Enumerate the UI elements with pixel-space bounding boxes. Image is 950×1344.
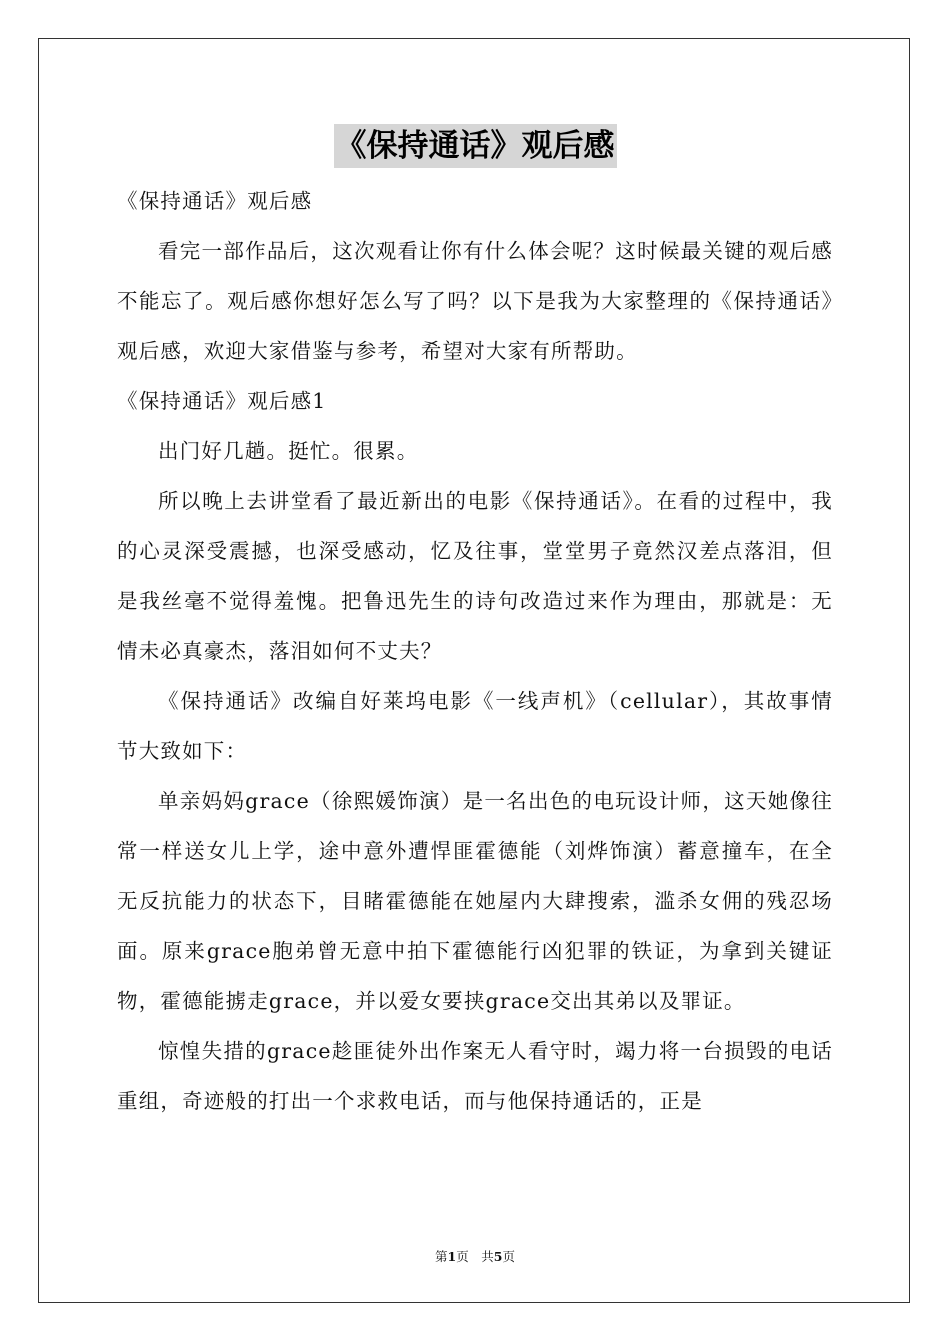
title-wrap (0, 124, 950, 168)
paragraph: 惊惶失措的grace趁匪徒外出作案无人看守时，竭力将一台损毁的电话重组，奇迹般的打出一个求救电话，而与他保持通话的，正是 (117, 1039, 833, 1113)
document-title: 《保持通话》观后感 (334, 124, 617, 168)
page-prefix: 第 (435, 1249, 448, 1264)
document-body (117, 176, 833, 1126)
page-total: 5 (493, 1249, 503, 1264)
paragraph: 所以晚上去讲堂看了最近新出的电影《保持通话》。在看的过程中，我的心灵深受震撼，也深受感动，忆及往事，堂堂男子竟然汉差点落泪，但是我丝毫不觉得羞愧。把鲁迅先生的诗句改造过来作为理由，那就是：无情未必真豪杰，落泪如何不丈夫？ (117, 489, 833, 663)
paragraph: 看完一部作品后，这次观看让你有什么体会呢？这时候最关键的观后感不能忘了。观后感你想好怎么写了吗？以下是我为大家整理的《保持通话》观后感，欢迎大家借鉴与参考，希望对大家有所帮助。 (117, 239, 833, 363)
page-suffix: 页 (502, 1249, 515, 1264)
page-footer (0, 1247, 950, 1265)
paragraph: 出门好几趟。挺忙。很累。 (158, 439, 419, 463)
page-mid: 页 共 (456, 1249, 494, 1264)
paragraph: 单亲妈妈grace（徐熙媛饰演）是一名出色的电玩设计师，这天她像往常一样送女儿上学，途中意外遭悍匪霍德能（刘烨饰演）蓄意撞车，在全无反抗能力的状态下，目睹霍德能在她屋内大肆搜索，滥杀女佣的残忍场面。原来grace胞弟曾无意中拍下霍德能行凶犯罪的铁证，为拿到关键证物，霍德能掳走grace，并以爱女要挟grace交出其弟以及罪证。 (117, 789, 833, 1013)
paragraph: 《保持通话》改编自好莱坞电影《一线声机》（cellular），其故事情节大致如下： (117, 689, 833, 763)
paragraph: 《保持通话》观后感1 (117, 389, 327, 413)
paragraph: 《保持通话》观后感 (117, 189, 313, 213)
page-current: 1 (447, 1249, 457, 1264)
